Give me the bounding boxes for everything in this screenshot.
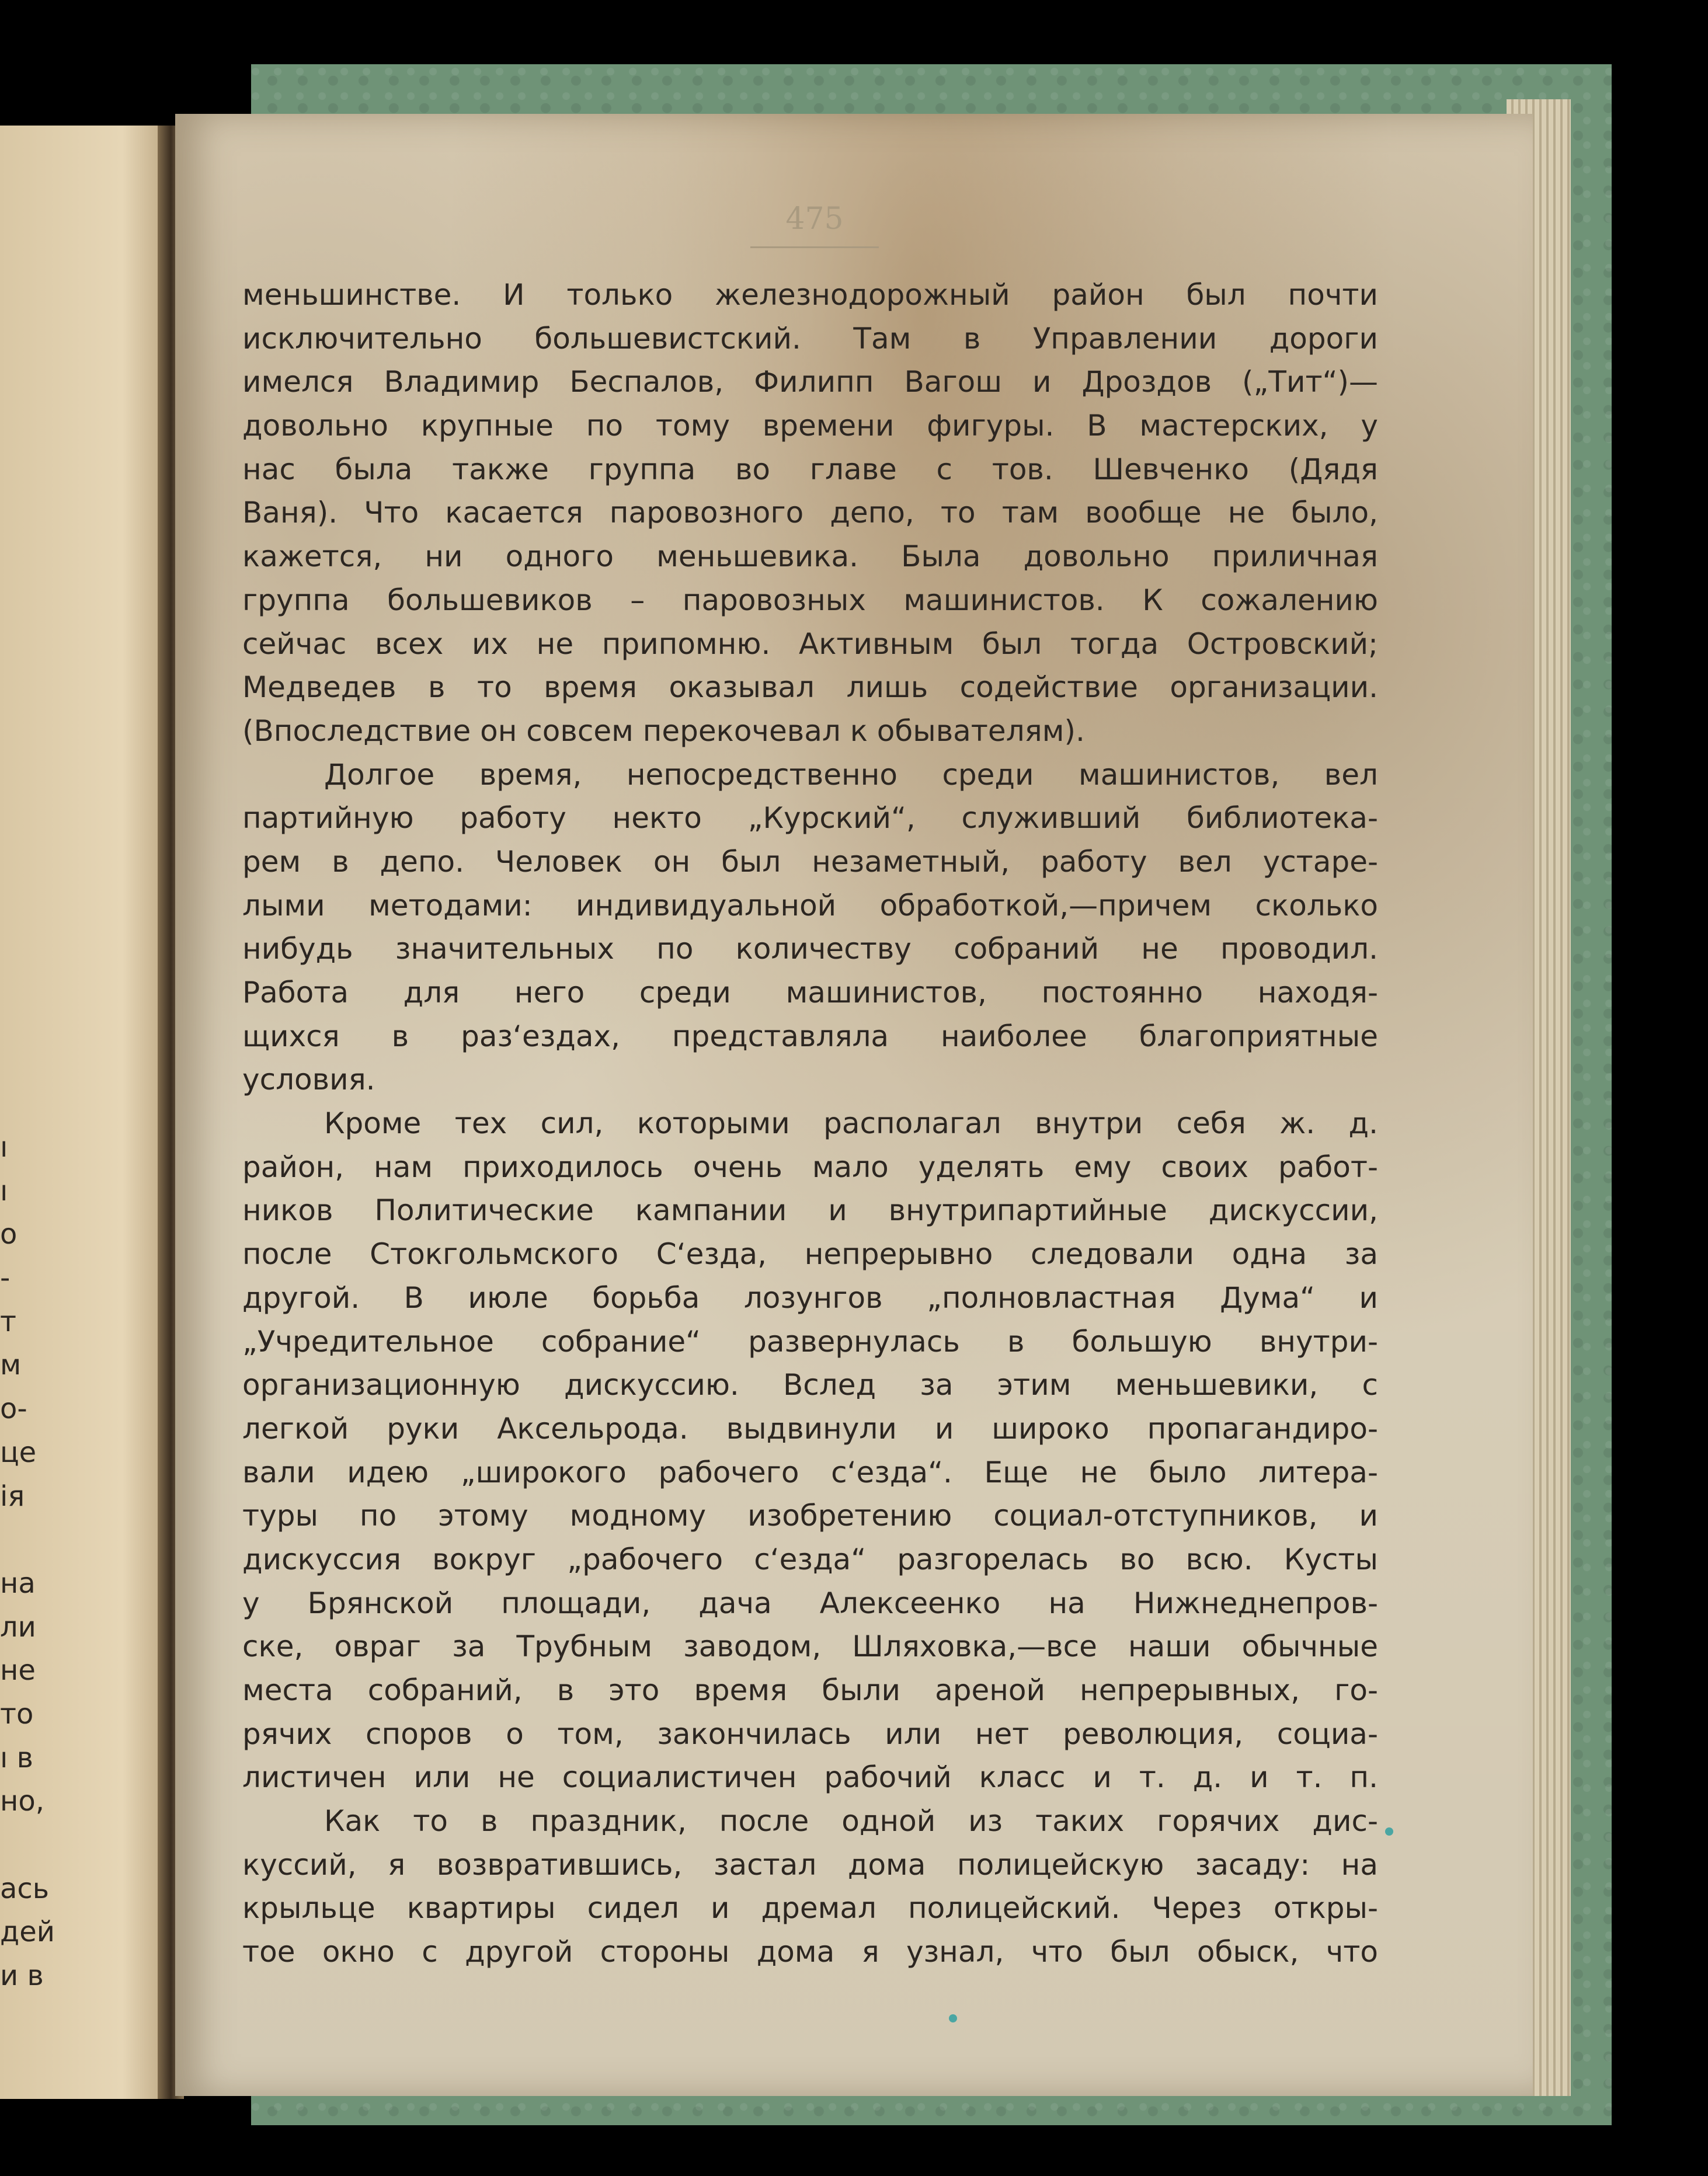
page-number: 475 [785, 201, 844, 236]
fragment-line: не [0, 1654, 36, 1687]
fragment-line: - [0, 1262, 11, 1295]
fragment-line: о- [0, 1392, 27, 1426]
text-line: Долгое время, непосредственно среди машинистов, вел [324, 757, 1378, 792]
text-line: (Впоследствие он совсем перекочевал к обывателям). [242, 713, 1085, 748]
fragment-line: ли [0, 1610, 36, 1644]
text-line: после Стокгольмского С‘езда, непрерывно следовали одна за [242, 1237, 1378, 1272]
fragment-line: то [0, 1697, 34, 1731]
fragment-line: o [0, 1218, 18, 1251]
fragment-line: це [0, 1436, 37, 1469]
text-line: лыми методами: индивидуальной обработкой,—причем сколько [242, 888, 1378, 922]
text-line: щихся в раз‘ездах, представляла наиболее благоприятные [242, 1019, 1378, 1053]
ink-dot-mark [1385, 1827, 1393, 1836]
text-line: ников Политические кампании и внутрипартийные дискуссии, [242, 1193, 1378, 1228]
fragment-line: т [0, 1305, 16, 1338]
fragment-line: м [0, 1349, 22, 1382]
page-body-text [242, 273, 1378, 1974]
text-line: тое окно с другой стороны дома я узнал, что был обыск, что [242, 1935, 1378, 1969]
text-line: ске, овраг за Трубным заводом, Шляховка,—все наши обычные [242, 1630, 1378, 1664]
text-line: крыльце квартиры сидел и дремал полицейский. Через откры- [242, 1891, 1378, 1926]
text-line: Медведев в то время оказывал лишь содействие организации. [242, 670, 1378, 705]
page-number-rule [750, 246, 879, 248]
text-line: „Учредительное собрание“ развернулась в большую внутри- [242, 1324, 1378, 1359]
fragment-line: ı [0, 1174, 8, 1207]
text-line: другой. В июле борьба лозунгов „полновластная Дума“ и [242, 1280, 1378, 1315]
text-line: у Брянской площади, дача Алексеенко на Нижнеднепров- [242, 1586, 1378, 1620]
text-line: куссий, я возвратившись, застал дома полицейскую засаду: на [242, 1847, 1378, 1882]
text-line: организационную дискуссию. Вслед за этим меньшевики, с [242, 1368, 1378, 1402]
fragment-line: ія [0, 1479, 25, 1513]
text-line: места собраний, в это время были ареной непрерывных, го- [242, 1673, 1378, 1707]
fragment-line: ась [0, 1872, 50, 1905]
text-line: Кроме тех сил, которыми располагал внутри себя ж. д. [324, 1106, 1378, 1141]
text-line: Ваня). Что касается паровозного депо, то там вообще не было, [242, 496, 1378, 530]
text-line: туры по этому модному изобретению социал-отступников, и [242, 1499, 1378, 1533]
text-line: дискуссия вокруг „рабочего с‘езда“ разгорелась во всю. Кусты [242, 1542, 1378, 1576]
text-line: рячих споров о том, закончилась или нет революция, социа- [242, 1717, 1378, 1751]
text-line: меньшинстве. И только железнодорожный район был почти [242, 278, 1378, 312]
text-line: Как то в праздник, после одной из таких горячих дис- [324, 1804, 1378, 1839]
text-line: партийную работу некто „Курский“, служивший библиотека- [242, 801, 1378, 835]
text-line: исключительно большевистский. Там в Управлении дороги [242, 321, 1378, 356]
text-line: нас была также группа во главе с тов. Шевченко (Дядя [242, 452, 1378, 486]
text-line: условия. [242, 1063, 375, 1097]
fragment-line: ı в [0, 1741, 33, 1774]
ink-dot-mark [949, 2014, 957, 2022]
text-line: район, нам приходилось очень мало уделять ему своих работ- [242, 1150, 1378, 1184]
text-line: довольно крупные по тому времени фигуры. В мастерских, у [242, 409, 1378, 443]
fragment-line: но, [0, 1785, 45, 1818]
fragment-line [0, 1823, 64, 1867]
fragment-line: дей [0, 1916, 55, 1949]
fragment-line: и в [0, 1959, 44, 1993]
text-line: вали идею „широкого рабочего с‘езда“. Еще не было литера- [242, 1455, 1378, 1489]
text-line: листичен или не социалистичен рабочий класс и т. д. и т. п. [242, 1760, 1378, 1795]
fragment-line: ı [0, 1131, 8, 1164]
text-line: имелся Владимир Беспалов, Филипп Вагош и Дроздов („Тит“)— [242, 365, 1378, 399]
text-line: нибудь значительных по количеству собраний не проводил. [242, 932, 1378, 966]
fragment-line: на [0, 1566, 36, 1600]
text-line: легкой руки Аксельрода. выдвинули и широко пропагандиро- [242, 1411, 1378, 1446]
text-line: группа большевиков – паровозных машинистов. К сожалению [242, 583, 1378, 617]
fragment-line [0, 1518, 64, 1562]
text-line: сейчас всех их не припомню. Активным был тогда Островский; [242, 626, 1378, 661]
text-line: Работа для него среди машинистов, постоянно находя- [242, 976, 1378, 1009]
text-line: рем в депо. Человек он был незаметный, работу вел устаре- [242, 844, 1378, 879]
text-line: кажется, ни одного меньшевика. Была довольно приличная [242, 539, 1378, 574]
left-page-text-fragments [0, 1126, 64, 1998]
